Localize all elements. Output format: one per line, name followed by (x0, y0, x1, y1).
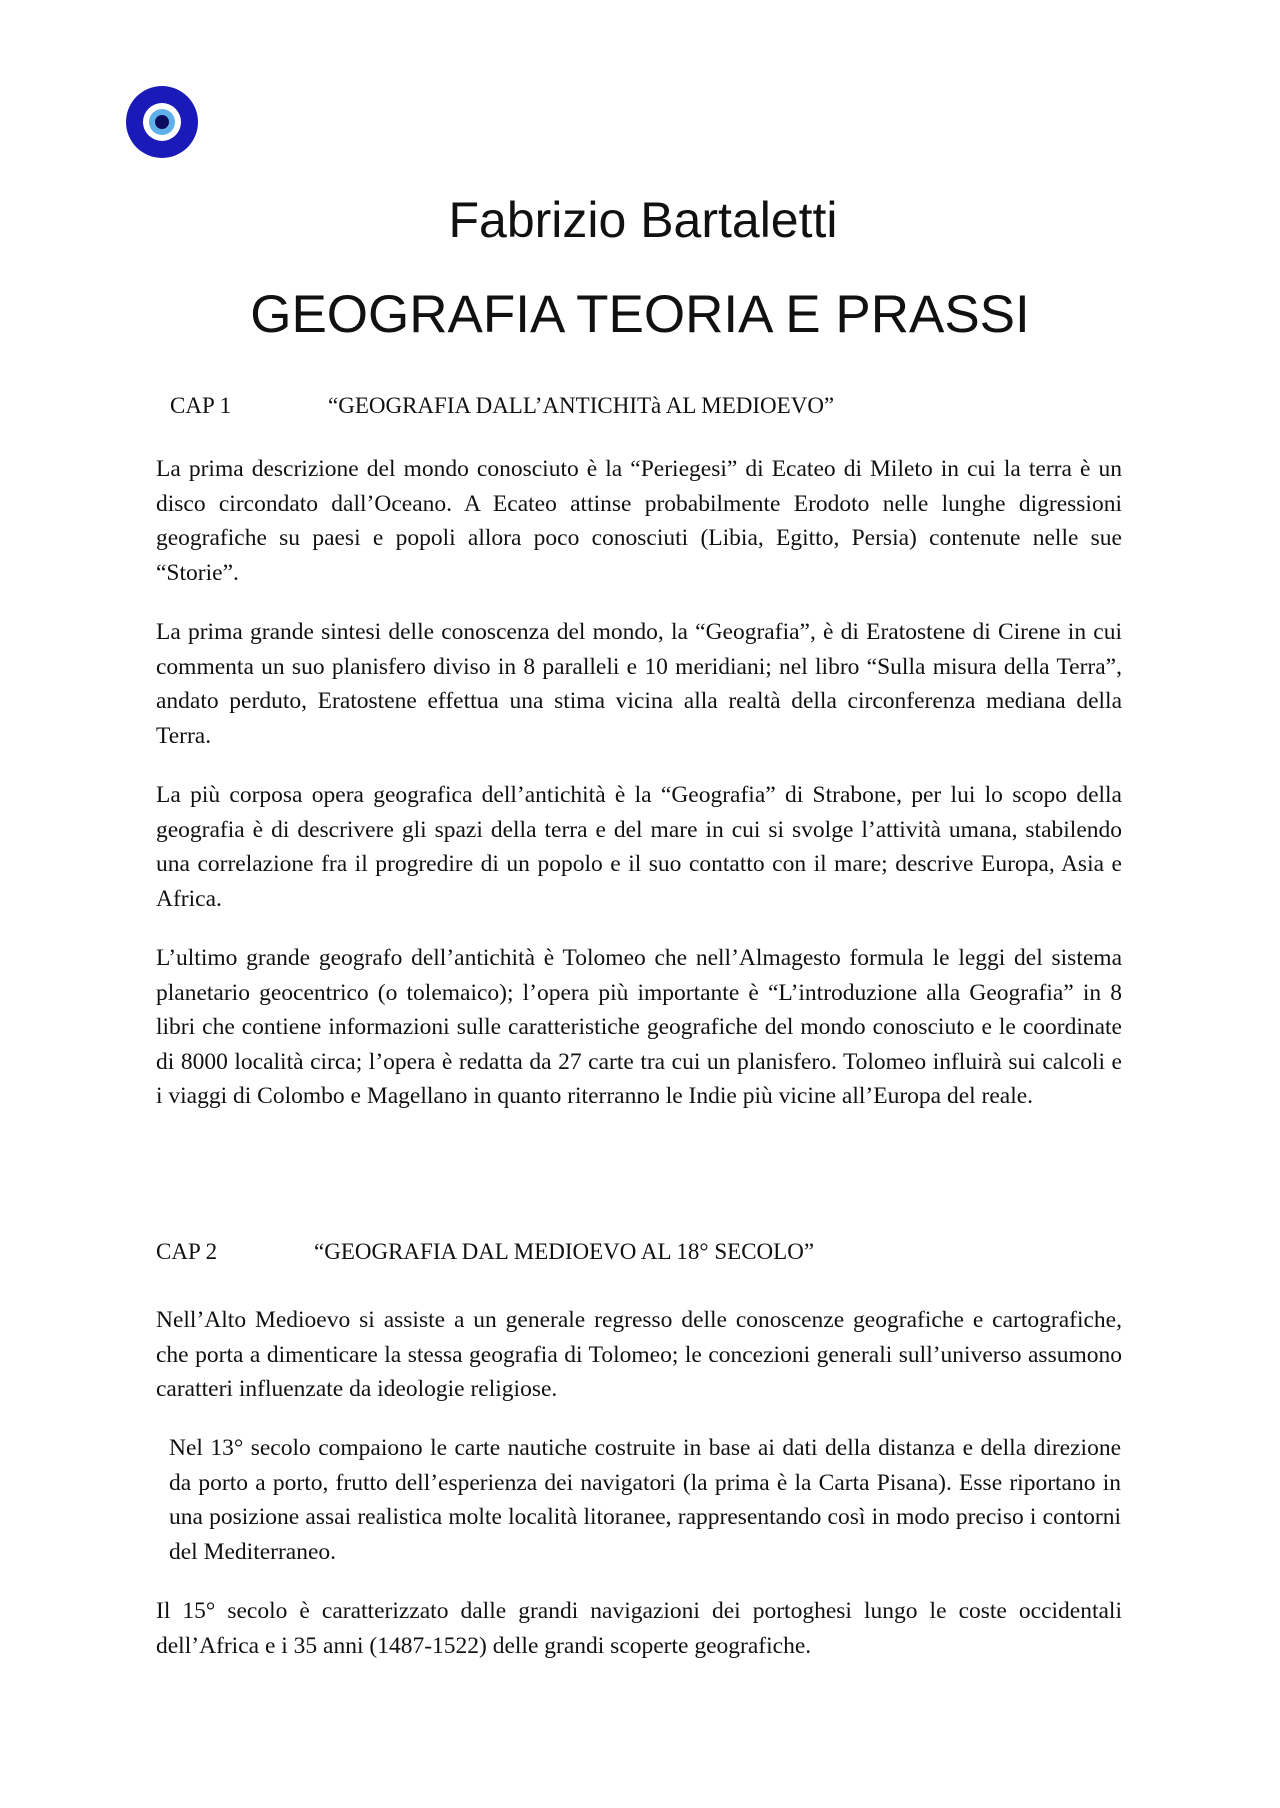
chapter-2-paragraph-2: Nel 13° secolo compaiono le carte nautiche costruite in base ai dati della distanza e della direzione da porto a porto, frutto dell’esperienza dei navigatori (la prima è la Carta Pisana). Esse riportano in una posizione assai realistica molte località litoranee, rappresentando così in modo preciso i contorni del Mediterraneo. (169, 1435, 1121, 1565)
chapter-2-paragraph-1: Nell’Alto Medioevo si assiste a un generale regresso delle conoscenze geografiche e cartografiche, che porta a dimenticare la stessa geografia di Tolomeo; le concezioni generali sull’universo assumono caratteri influenzate da ideologie religiose. (156, 1307, 1122, 1402)
evil-eye-icon (125, 85, 199, 159)
chapter-1-number: CAP 1 (170, 393, 232, 418)
chapter-1-paragraph-2: La prima grande sintesi delle conoscenza del mondo, la “Geografia”, è di Eratostene di Cirene in cui commenta un suo planisfero diviso in 8 paralleli e 10 meridiani; nel libro “Sulla misura della Terra”, andato perduto, Eratostene effettua una stima vicina alla realtà della circonferenza mediana della Terra. (156, 619, 1122, 749)
author-name: Fabrizio Bartaletti (448, 192, 838, 248)
chapter-1-paragraph-4: L’ultimo grande geografo dell’antichità è Tolomeo che nell’Almagesto formula le leggi del sistema planetario geocentrico (o tolemaico); l’opera più importante è “L’introduzione alla Geografia” in 8 libri che contiene informazioni sulle caratteristiche geografiche del mondo conosciuto e le coordinate di 8000 località circa; l’opera è redatta da 27 carte tra cui un planisfero. Tolomeo influirà sui calcoli e i viaggi di Colombo e Magellano in quanto riterranno le Indie più vicine all’Europa del reale. (156, 945, 1122, 1109)
chapter-1-paragraph-1: La prima descrizione del mondo conosciuto è la “Periegesi” di Ecateo di Mileto in cui la terra è un disco circondato dall’Oceano. A Ecateo attinse probabilmente Erodoto nelle lunghe digressioni geografiche su paesi e popoli allora poco conosciuti (Libia, Egitto, Persia) contenute nelle sue “Storie”. (156, 456, 1122, 586)
chapter-1-paragraph-3: La più corposa opera geografica dell’antichità è la “Geografia” di Strabone, per lui lo scopo della geografia è di descrivere gli spazi della terra e del mare in cui si svolge l’attività umana, stabilendo una correlazione fra il progredire di un popolo e il suo contatto con il mare; descrive Europa, Asia e Africa. (156, 782, 1122, 912)
document-title: GEOGRAFIA TEORIA E PRASSI (250, 285, 1030, 344)
chapter-2-number: CAP 2 (156, 1239, 218, 1264)
chapter-2-title: “GEOGRAFIA DAL MEDIOEVO AL 18° SECOLO” (314, 1239, 815, 1264)
chapter-1-title: “GEOGRAFIA DALL’ANTICHITà AL MEDIOEVO” (328, 393, 835, 418)
chapter-2-paragraph-3: Il 15° secolo è caratterizzato dalle grandi navigazioni dei portoghesi lungo le coste occidentali dell’Africa e i 35 anni (1487-1522) delle grandi scoperte geografiche. (156, 1598, 1122, 1659)
